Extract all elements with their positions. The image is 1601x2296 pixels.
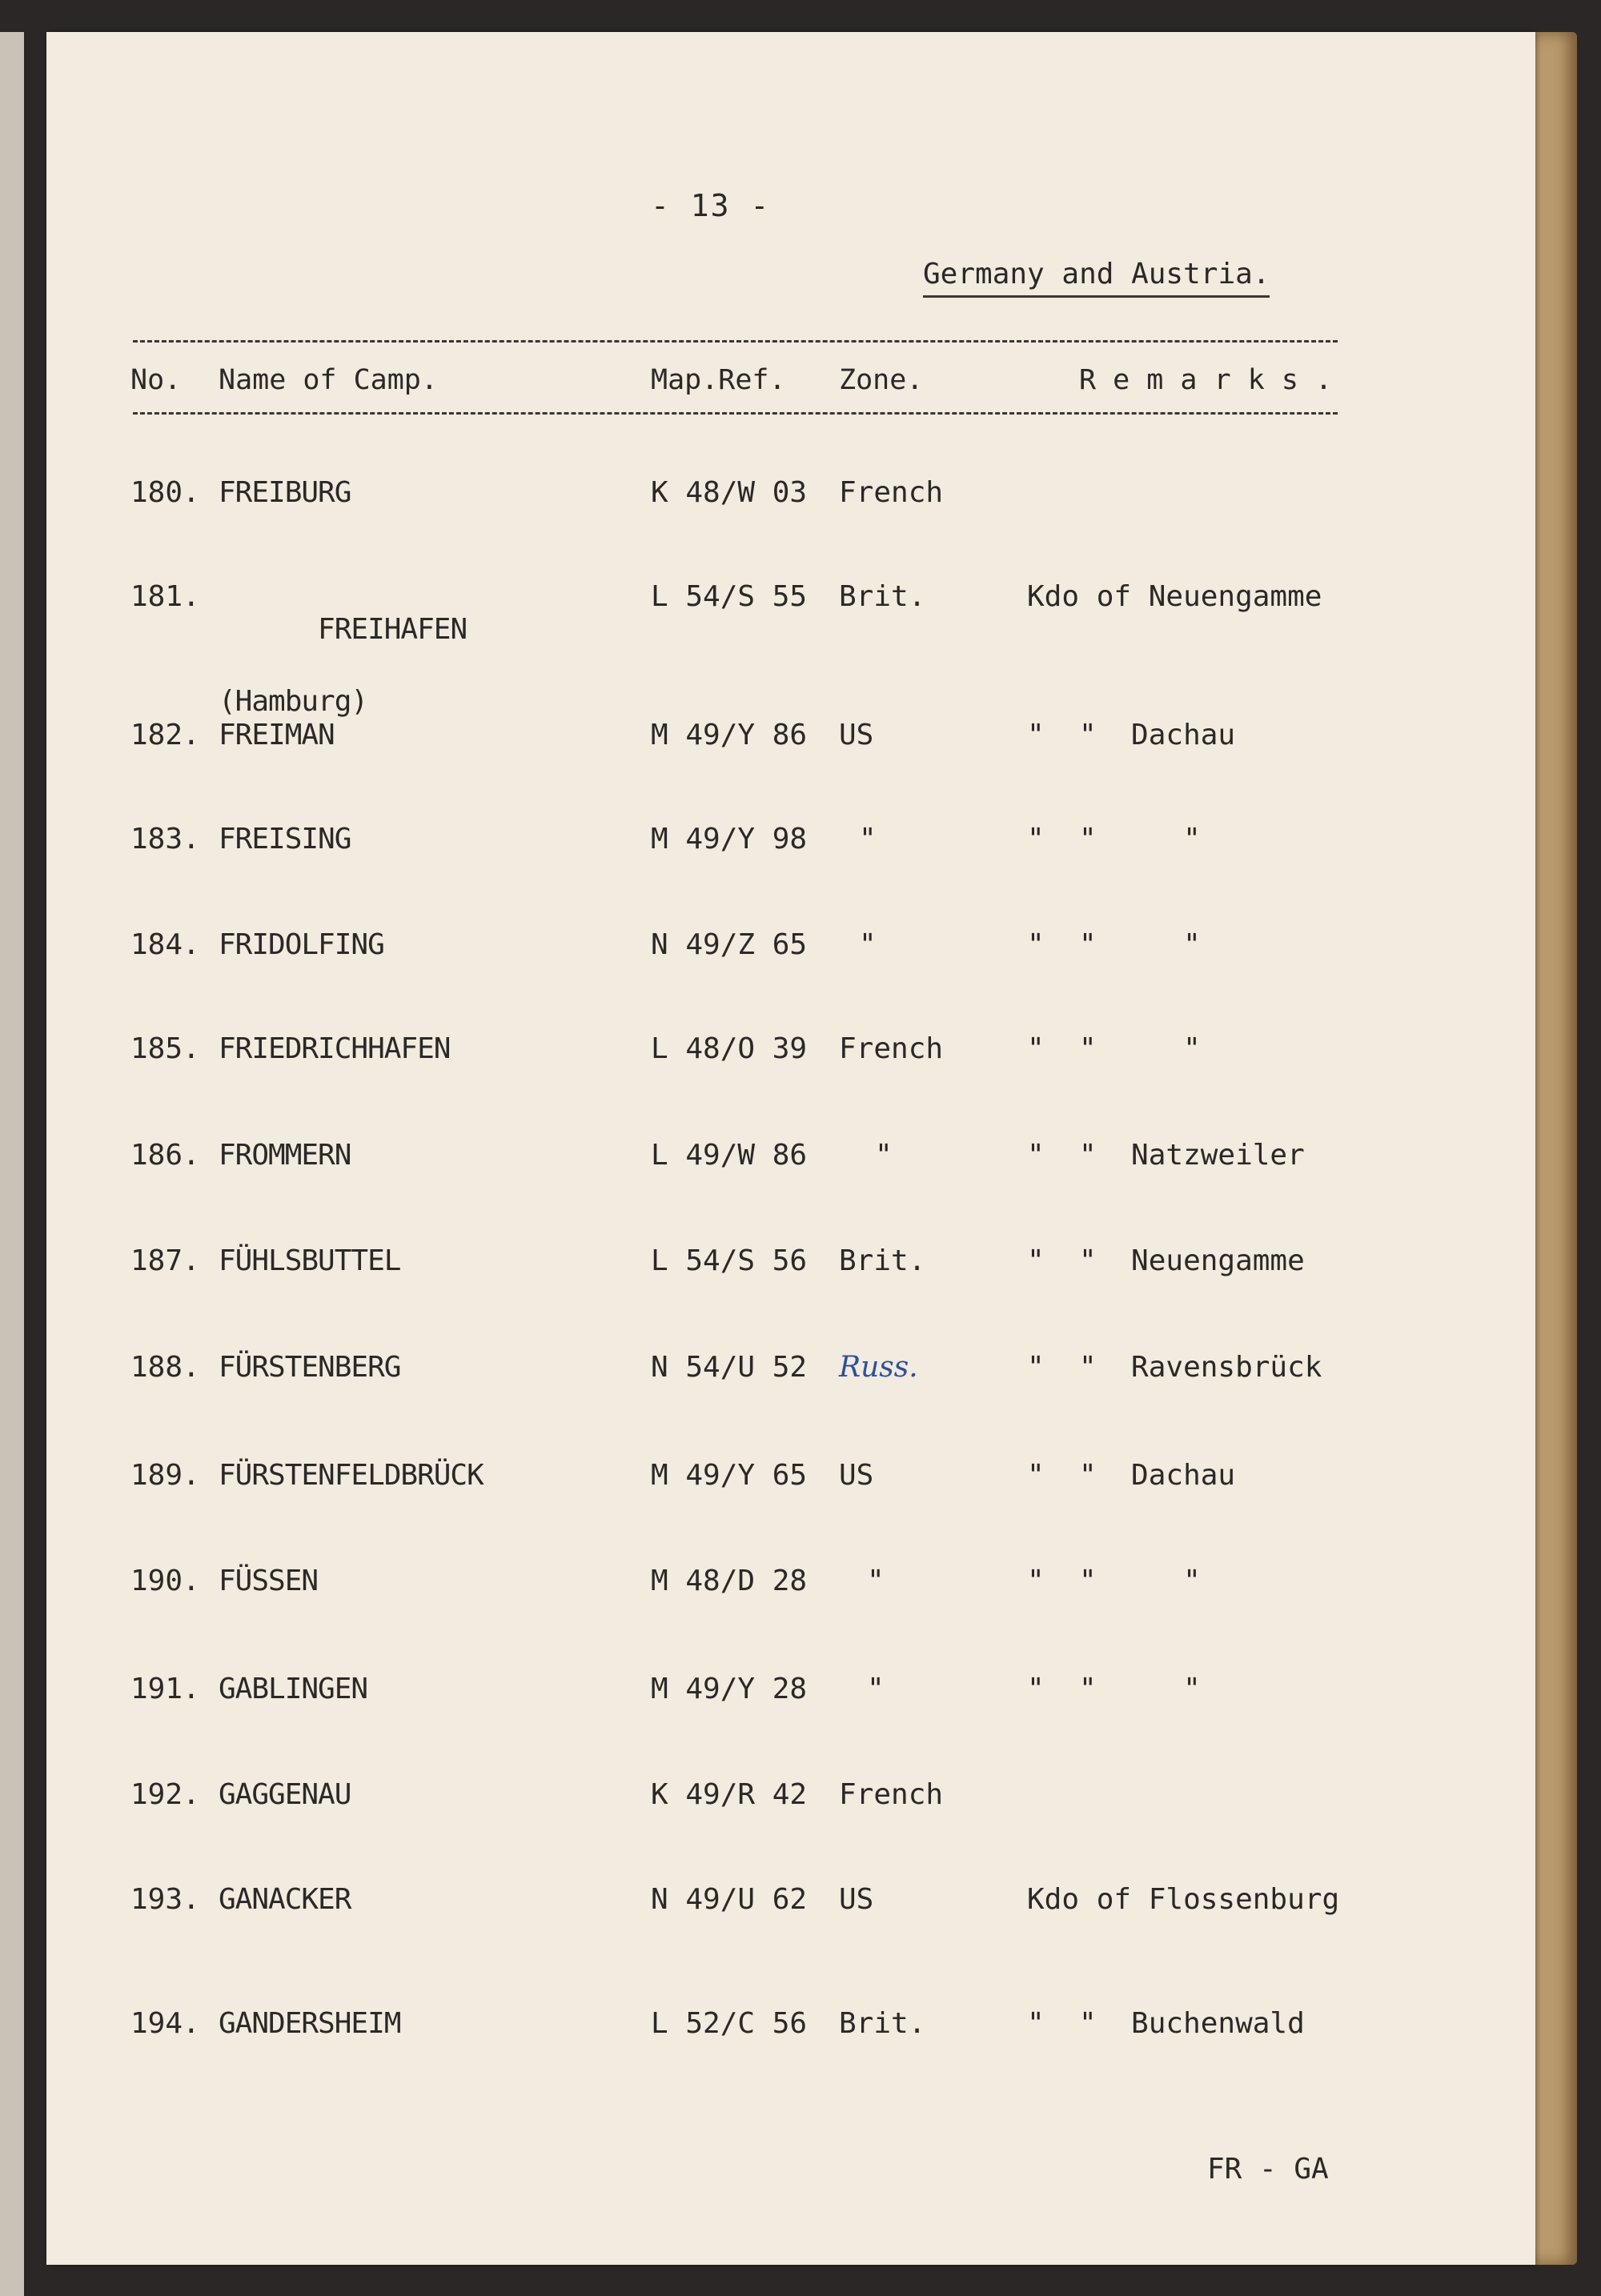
header-zone: Zone. xyxy=(839,364,924,396)
row-number: 182. xyxy=(130,719,200,751)
map-ref: K 49/R 42 xyxy=(651,1778,808,1811)
map-ref: N 49/Z 65 xyxy=(651,928,808,961)
table-row xyxy=(46,1673,1535,1721)
camp-name: FÜHLSBUTTEL xyxy=(219,1244,401,1277)
row-number: 191. xyxy=(130,1673,200,1705)
table-row xyxy=(46,1883,1535,1931)
book-spine-edge xyxy=(0,32,24,2296)
remarks: Kdo of Flossenburg xyxy=(1027,1883,1340,1916)
remarks: " " Natzweiler xyxy=(1027,1139,1305,1172)
table-row xyxy=(46,1459,1535,1507)
header-name: Name of Camp. xyxy=(219,364,438,396)
map-ref: L 49/W 86 xyxy=(651,1139,808,1172)
zone: " xyxy=(875,1139,893,1172)
table-row xyxy=(46,928,1535,976)
row-number: 192. xyxy=(130,1778,200,1811)
map-ref: L 52/C 56 xyxy=(651,2007,808,2040)
camp-name: FÜSSEN xyxy=(219,1565,319,1597)
camp-name: FRIDOLFING xyxy=(219,928,384,961)
document-page xyxy=(46,32,1535,2265)
zone: US xyxy=(839,719,874,751)
zone: US xyxy=(839,1883,874,1916)
region-heading: Germany and Austria. xyxy=(923,258,1270,298)
zone: Brit. xyxy=(839,2007,926,2040)
remarks: " " " xyxy=(1027,823,1201,855)
table-row xyxy=(46,476,1535,524)
row-number: 186. xyxy=(130,1139,200,1172)
row-number: 187. xyxy=(130,1244,200,1277)
camp-name: GANACKER xyxy=(219,1883,351,1916)
zone: French xyxy=(839,1032,944,1065)
camp-name-main: FREIHAFEN xyxy=(318,613,467,646)
zone: Brit. xyxy=(839,1244,926,1277)
table-row xyxy=(46,1244,1535,1292)
zone: " xyxy=(867,1673,885,1705)
row-number: 189. xyxy=(130,1459,200,1492)
remarks: " " " xyxy=(1027,928,1201,961)
remarks: " " " xyxy=(1027,1565,1201,1597)
row-number: 184. xyxy=(130,928,200,961)
camp-name: GANDERSHEIM xyxy=(219,2007,401,2040)
table-row xyxy=(46,2007,1535,2055)
camp-name: FREIBURG xyxy=(219,476,351,509)
table-row xyxy=(46,1778,1535,1826)
map-ref: M 48/D 28 xyxy=(651,1565,808,1597)
row-number: 188. xyxy=(130,1351,200,1384)
row-number: 185. xyxy=(130,1032,200,1065)
zone-handwritten: Russ. xyxy=(839,1351,918,1384)
table-row xyxy=(46,580,1535,718)
map-ref: M 49/Y 28 xyxy=(651,1673,808,1705)
zone: " xyxy=(859,823,877,855)
header-map-ref: Map.Ref. xyxy=(651,364,786,396)
map-ref: M 49/Y 98 xyxy=(651,823,808,855)
map-ref: L 54/S 56 xyxy=(651,1244,808,1277)
remarks: " " " xyxy=(1027,1673,1201,1705)
zone: US xyxy=(839,1459,874,1492)
map-ref: M 49/Y 65 xyxy=(651,1459,808,1492)
zone: " xyxy=(867,1565,885,1597)
table-row xyxy=(46,719,1535,767)
header-no: No. xyxy=(130,364,182,396)
row-number: 181. xyxy=(130,580,200,613)
row-number: 183. xyxy=(130,823,200,855)
table-row xyxy=(46,1139,1535,1187)
table-row xyxy=(46,823,1535,871)
remarks: " " Dachau xyxy=(1027,719,1236,751)
table-row xyxy=(46,1032,1535,1080)
header-bottom-rule xyxy=(133,412,1338,415)
camp-name: FREISING xyxy=(219,823,351,855)
camp-name: FRIEDRICHHAFEN xyxy=(219,1032,451,1065)
camp-name: GAGGENAU xyxy=(219,1778,351,1811)
page-number: - 13 - xyxy=(651,188,771,223)
zone: French xyxy=(839,476,944,509)
remarks: " " " xyxy=(1027,1032,1201,1065)
header-top-rule xyxy=(133,340,1338,343)
zone: French xyxy=(839,1778,944,1811)
zone: " xyxy=(859,928,877,961)
camp-name: FROMMERN xyxy=(219,1139,351,1172)
header-remarks: R e m a r k s . xyxy=(1079,364,1333,396)
camp-name: FÜRSTENBERG xyxy=(219,1351,401,1384)
remarks: " " Ravensbrück xyxy=(1027,1351,1322,1384)
remarks: " " Dachau xyxy=(1027,1459,1236,1492)
camp-name: FÜRSTENFELDBRÜCK xyxy=(219,1459,484,1492)
table-row xyxy=(46,1351,1535,1399)
zone: Brit. xyxy=(839,580,926,613)
table-row xyxy=(46,1565,1535,1613)
remarks: Kdo of Neuengamme xyxy=(1027,580,1322,613)
remarks: " " Buchenwald xyxy=(1027,2007,1305,2040)
map-ref: K 48/W 03 xyxy=(651,476,808,509)
map-ref: N 49/U 62 xyxy=(651,1883,808,1916)
remarks: " " Neuengamme xyxy=(1027,1244,1305,1277)
map-ref: L 48/O 39 xyxy=(651,1032,808,1065)
map-ref: M 49/Y 86 xyxy=(651,719,808,751)
row-number: 194. xyxy=(130,2007,200,2040)
map-ref: N 54/U 52 xyxy=(651,1351,808,1384)
row-number: 180. xyxy=(130,476,200,509)
row-number: 193. xyxy=(130,1883,200,1916)
page-footer-range: FR - GA xyxy=(1207,2153,1329,2186)
row-number: 190. xyxy=(130,1565,200,1597)
camp-name: FREIMAN xyxy=(219,719,335,751)
map-ref: L 54/S 55 xyxy=(651,580,808,613)
camp-name-sub: (Hamburg) xyxy=(219,685,368,718)
camp-name: GABLINGEN xyxy=(219,1673,368,1705)
